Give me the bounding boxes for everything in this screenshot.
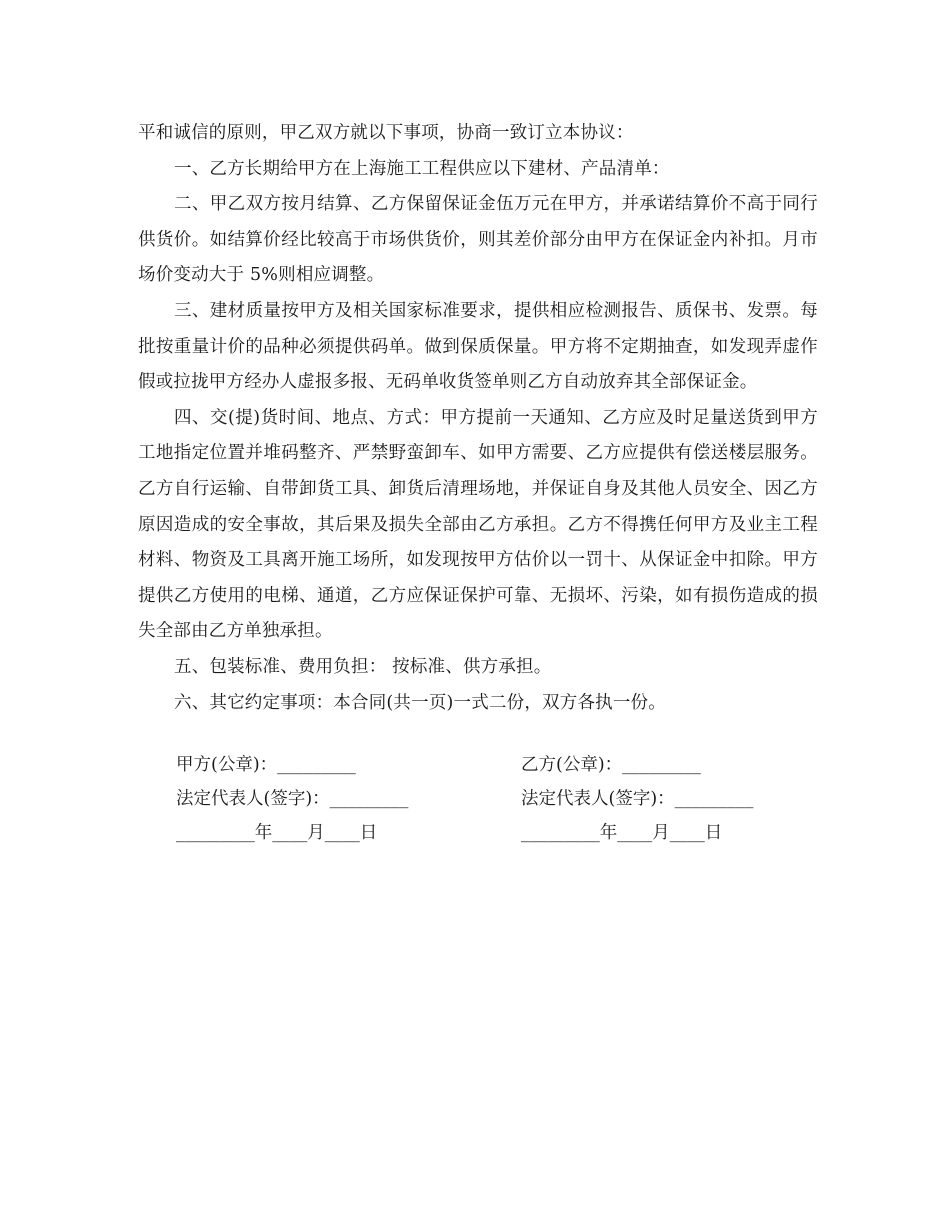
date-row (176, 816, 816, 850)
clause-1: 一、乙方长期给甲方在上海施工工程供应以下建材、产品清单： (174, 158, 670, 179)
seal-row (176, 748, 816, 782)
representative-row (176, 782, 816, 816)
opening-line: 平和诚信的原则，甲乙双方就以下事项，协商一致订立本协议： (138, 123, 634, 143)
party-a-date: _________年____月____日 (176, 823, 378, 843)
signature-block (176, 748, 816, 850)
clause-2: 二、甲乙双方按月结算、乙方保留保证金伍万元在甲方，并承诺结算价不高于同行供货价。如结算价经比较高于市场供货价，则其差价部分由甲方在保证金内补扣。月市场价变动大于 5%则相应调整。 (138, 194, 818, 286)
clause-5: 五、包装标准、费用负担： 按标准、供方承担。 (174, 656, 552, 677)
party-b-representative: 法定代表人(签字)：_________ (521, 789, 754, 809)
party-a-seal: 甲方(公章)：_________ (176, 755, 356, 775)
clause-6: 六、其它约定事项：本合同(共一页)一式二份，双方各执一份。 (174, 692, 666, 713)
clause-3: 三、建材质量按甲方及相关国家标准要求，提供相应检测报告、质保书、发票。每批按重量计价的品种必须提供码单。做到保质保量。甲方将不定期抽查，如发现弄虚作假或拉拢甲方经办人虚报多报、无码单收货签单则乙方自动放弃其全部保证金。 (138, 300, 818, 393)
agreement-body (138, 116, 818, 721)
party-b-date: _________年____月____日 (521, 823, 723, 843)
party-b-seal: 乙方(公章)：_________ (521, 755, 701, 775)
party-a-representative: 法定代表人(签字)：_________ (176, 789, 409, 809)
clause-4: 四、交(提)货时间、地点、方式：甲方提前一天通知、乙方应及时足量送货到甲方工地指定位置并堆码整齐、严禁野蛮卸车、如甲方需要、乙方应提供有偿送楼层服务。乙方自行运输、自带卸货工具、卸货后清理场地，并保证自身及其他人员安全、因乙方原因造成的安全事故，其后果及损失全部由乙方承担。乙方不得携任何甲方及业主工程材料、物资及工具离开施工场所，如发现按甲方估价以一罚十、从保证金中扣除。甲方提供乙方使用的电梯、通道，乙方应保证保护可靠、无损坏、污染，如有损伤造成的损失全部由乙方单独承担。 (138, 407, 818, 642)
